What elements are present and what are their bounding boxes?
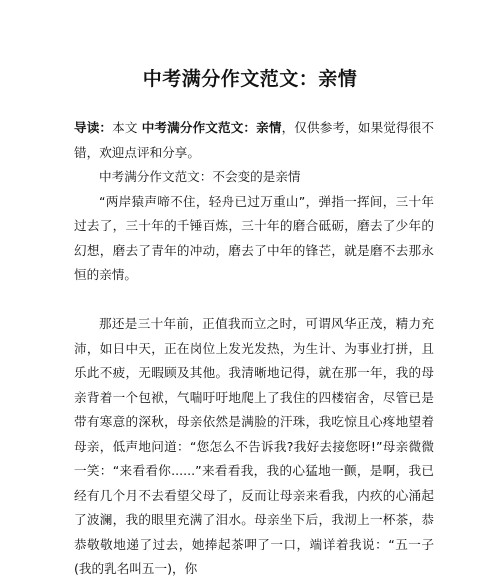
paragraph-2: 那还是三十年前，正值我而立之时，可谓风华正茂，精力充沛，如日中天，正在岗位上发光发热，为生计、为事业打拼，且乐此不疲，无暇顾及其他。我清晰地记得，就在那一年，我的母亲背着一个包袱，气喘吁吁地爬上了我住的四楼宿舍，尽管已是带有寒意的深秋，母亲依然是满脸的汗珠，我吃惊且心疼地望着母亲，低声地问道：“您怎么不告诉我?我好去接您呀!”母亲微微一笑：“来看看你......”来看看我，我的心猛地一颤，是啊，我已经有几个月不去看望父母了，反而让母亲来看我，内疚的心涌起了波澜，我的眼里充满了泪水。母亲坐下后，我沏上一杯茶，恭恭敬敬地递了过去，她捧起茶呷了一口，端详着我说：“五一子(我的乳名叫五一)，你	[74, 316, 434, 576]
document-body	[74, 116, 434, 582]
document-title: 中考满分作文范文：亲情	[142, 68, 358, 90]
essay-subtitle: 中考满分作文范文：不会变的是亲情	[99, 169, 301, 184]
intro-bold-title: 中考满分作文范文：亲情	[141, 120, 282, 135]
intro-label: 导读：	[74, 120, 113, 135]
intro-paragraph	[74, 116, 434, 165]
intro-suffix: ，仅供参考，如果觉得很不错，欢迎点评和分享。	[74, 120, 435, 160]
intro-prefix: 本文	[112, 120, 142, 135]
paragraph-gap	[74, 288, 434, 313]
paragraph-1: “两岸猿声啼不住，轻舟已过万重山”，弹指一挥间，三十年过去了，三十年的千锤百炼，三十年的磨合砥砺，磨去了少年的幻想，磨去了青年的冲动，磨去了中年的锋芒，就是磨不去那永恒的亲情。	[74, 193, 434, 282]
